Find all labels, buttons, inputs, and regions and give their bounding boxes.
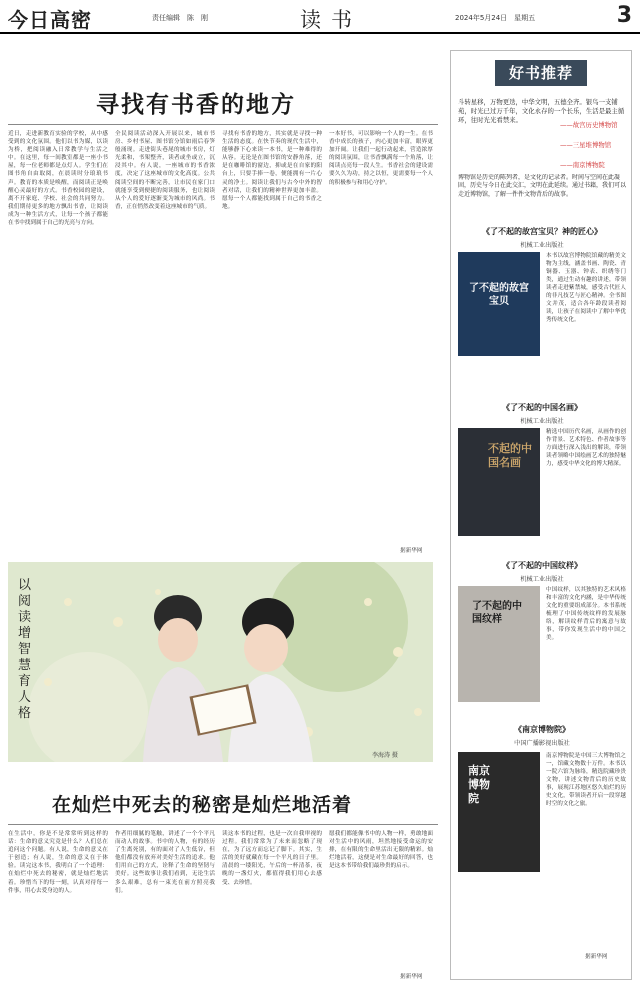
poem-source-3: ——南京博物院	[560, 161, 605, 169]
book-2-cover-title: 不起的中国名画	[488, 442, 532, 469]
sidebar-intro-text: 博物馆是历史的陈列者，是文化的记录者。时间与空间在此凝固，历史与今日在此交汇，文明在此延续。通过书籍，我们可以走近博物馆，了解一件件文物背后的故事。	[458, 174, 626, 198]
article1-headline: 寻找有书香的地方	[96, 92, 296, 118]
article2-source: 据新华网	[400, 974, 423, 980]
recommendation-banner: 好书推荐	[495, 60, 587, 86]
divider	[8, 124, 438, 125]
book-2-publisher: 机械工业出版社	[520, 418, 564, 425]
book-1-cover-title: 了不起的故宫宝贝	[469, 283, 529, 307]
masthead	[0, 0, 640, 34]
book-4-cover	[458, 752, 540, 872]
book-3-title: 《了不起的中国纹样》	[502, 561, 582, 570]
page-number: 3	[616, 3, 632, 28]
book-3-publisher: 机械工业出版社	[520, 576, 564, 583]
photo-illustration	[8, 562, 433, 762]
book-4-cover-title: 南京博物院	[468, 764, 490, 805]
article2-column-2: 作者用细腻的笔触，讲述了一个个平凡而动人的故事。书中的人物，有的经历了生离死别，有的面对了人生低谷，但他们都没有放弃对美好生活的追求。他们用自己的方式，诠释了生命的坚韧与美好。这些故事让我们看到，无论生活多么艰难，总有一束光在前方照亮我们。	[115, 831, 215, 894]
article1-column-3: 寻找有书香的地方，其实就是寻找一种生活的态度。在快节奏的现代生活中，能够静下心来读一本书，是一种难得的从容。无论是在图书馆的安静角落，还是在咖啡馆的窗边，抑或是在自家的阳台上，只要手捧一卷，便能拥有一片心灵的净土。阅读让我们与古今中外的智者对话，让我们的精神世界更加丰盈。愿每一个人都能找到属于自己的书香之地。	[222, 131, 322, 210]
photo-caption: 以阅读增智慧育人格	[18, 578, 32, 721]
article2-column-1: 在生活中，你是不是常常听到这样的话：生命的意义究竟是什么？人们总在追问这个问题。有人说，生命的意义在于创造；有人说，生命的意义在于体验。读完这本书，我明白了一个道理：在灿烂中死去的秘密，就是灿烂地活着。珍惜当下的每一刻，认真对待每一件事，用心去爱身边的人。	[8, 831, 108, 894]
book-4-publisher: 中国广播影视出版社	[514, 740, 570, 747]
article1-source: 据新华网	[400, 548, 423, 554]
article2-column-4: 愿我们都能像书中的人物一样，勇敢地面对生活中的风雨，坦然地接受命运的安排，在有限的生命里活出无限的精彩。灿烂地活着，这便是对生命最好的回答，也是这本书带给我们最珍贵的启示。	[329, 831, 433, 870]
divider	[8, 824, 438, 825]
section-title: 读书	[300, 8, 362, 32]
article2-column-3: 读这本书的过程，也是一次自我审视的过程。我们常常为了未来而忽略了现在，为了远方而忘记了脚下。其实，生活的美好就藏在每一个平凡的日子里。清晨的一缕阳光，午后的一杯清茶，夜晚的一盏灯火，都值得我们用心去感受、去珍惜。	[222, 831, 322, 886]
newspaper-logo: 今日高密	[8, 8, 92, 32]
book-1-blurb: 本书以故宫博物院馆藏的精美文物为主线，涵盖书画、陶瓷、青铜器、玉器、钟表、织绣等门类，通过生动有趣的讲述，带领读者走进紫禁城，感受古代匠人的非凡技艺与匠心精神。全书图文并茂，适合各年龄段读者阅读，让孩子在阅读中了解中华优秀传统文化。	[546, 253, 626, 323]
reading-children-photo	[8, 562, 433, 762]
book-2-blurb: 精选中国历代名画，从画作的创作背景、艺术特色、作者故事等方面进行深入浅出的解读，带领读者领略中国绘画艺术的独特魅力，感受中华文化的博大精深。	[546, 429, 626, 467]
photo-credit: 李海涛 摄	[372, 752, 398, 759]
issue-date: 2024年5月24日 星期五	[455, 14, 536, 22]
article1-column-2: 全民阅读活动深入开展以来，城市书房、乡村书屋、图书馆分馆如雨后春笋般涌现。走进街头巷尾的城市书房，灯光柔和，书架整齐，读者或坐或立，沉浸其中。有人说，一座城市的书香浓度，决定了这座城市的文化高度。公共阅读空间的不断完善，让市民在家门口就能享受到便捷的阅读服务，也让阅读从个人的爱好逐渐变为城市的风尚。书香，正在悄然改变着这座城市的气质。	[115, 131, 215, 210]
article1-column-4: 一本好书，可以影响一个人的一生。在书香中成长的孩子，内心更加丰富，眼界更加开阔。让我们一起行动起来，营造浓厚的阅读氛围，让书香飘满每一个角落，让阅读点亮每一段人生。书香社会的建设需要久久为功，持之以恒，更需要每一个人的积极参与和用心守护。	[329, 131, 433, 186]
book-1-title: 《了不起的故宫宝贝？神的匠心》	[482, 227, 602, 236]
article1-column-1: 近日，走进新教育实验的学校，从中感受到的文化氛围。他们以书为媒，以读为桥，把阅读融入日常教学与生活之中。在这里，每一间教室都是一座小书屋，每一位老师都是点灯人。学生们在图书角自由取阅，在晨读时分琅琅书声。教育的本质是唤醒，而阅读正是唤醒心灵最好的方式。书香校园的建设，离不开家庭、学校、社会的共同努力。我们期待更多的地方飘出书香，让阅读成为一种生活方式，让每一个孩子都能在书中找到属于自己的光亮与方向。	[8, 131, 108, 227]
book-1-publisher: 机械工业出版社	[520, 242, 564, 249]
book-4-blurb: 南京博物院是中国三大博物馆之一，馆藏文物数十万件。本书以一院六馆为脉络，精选院藏珍贵文物，讲述文物背后的历史故事，展现江苏地区悠久灿烂的历史文化，带领读者开启一段穿越时空的文化之旅。	[546, 753, 626, 807]
poem-source-1: ——故宫历史博物馆	[560, 121, 618, 129]
book-1-cover	[458, 252, 540, 356]
book-4-title: 《南京博物院》	[514, 725, 570, 734]
book-2-title: 《了不起的中国名画》	[502, 403, 582, 412]
book-3-blurb: 中国纹样，以其独特的艺术风格和丰富的文化内涵，是中华传统文化的重要组成部分。本书系统梳理了中国传统纹样的发展脉络，解读纹样背后的寓意与故事，带你发现生活中的中国之美。	[546, 587, 626, 641]
book-3-cover	[458, 586, 540, 702]
editor-credits: 责任编辑 陈 刚	[152, 14, 208, 22]
sidebar-source: 据新华网	[585, 954, 608, 960]
book-2-cover	[458, 428, 540, 536]
article2-headline: 在灿烂中死去的秘密是灿烂地活着	[52, 794, 353, 816]
sidebar-intro-poem: 斗转星移，万物更迭，中华文明，五德全齐。银鸟一支铺苑，时光已过万千年，文化永存的一个长乐，生活是最主循环，往时光光看禁来。	[458, 98, 625, 124]
book-3-cover-title: 了不起的中国纹样	[472, 601, 522, 625]
poem-source-2: ——三星堆博物馆	[560, 141, 612, 149]
